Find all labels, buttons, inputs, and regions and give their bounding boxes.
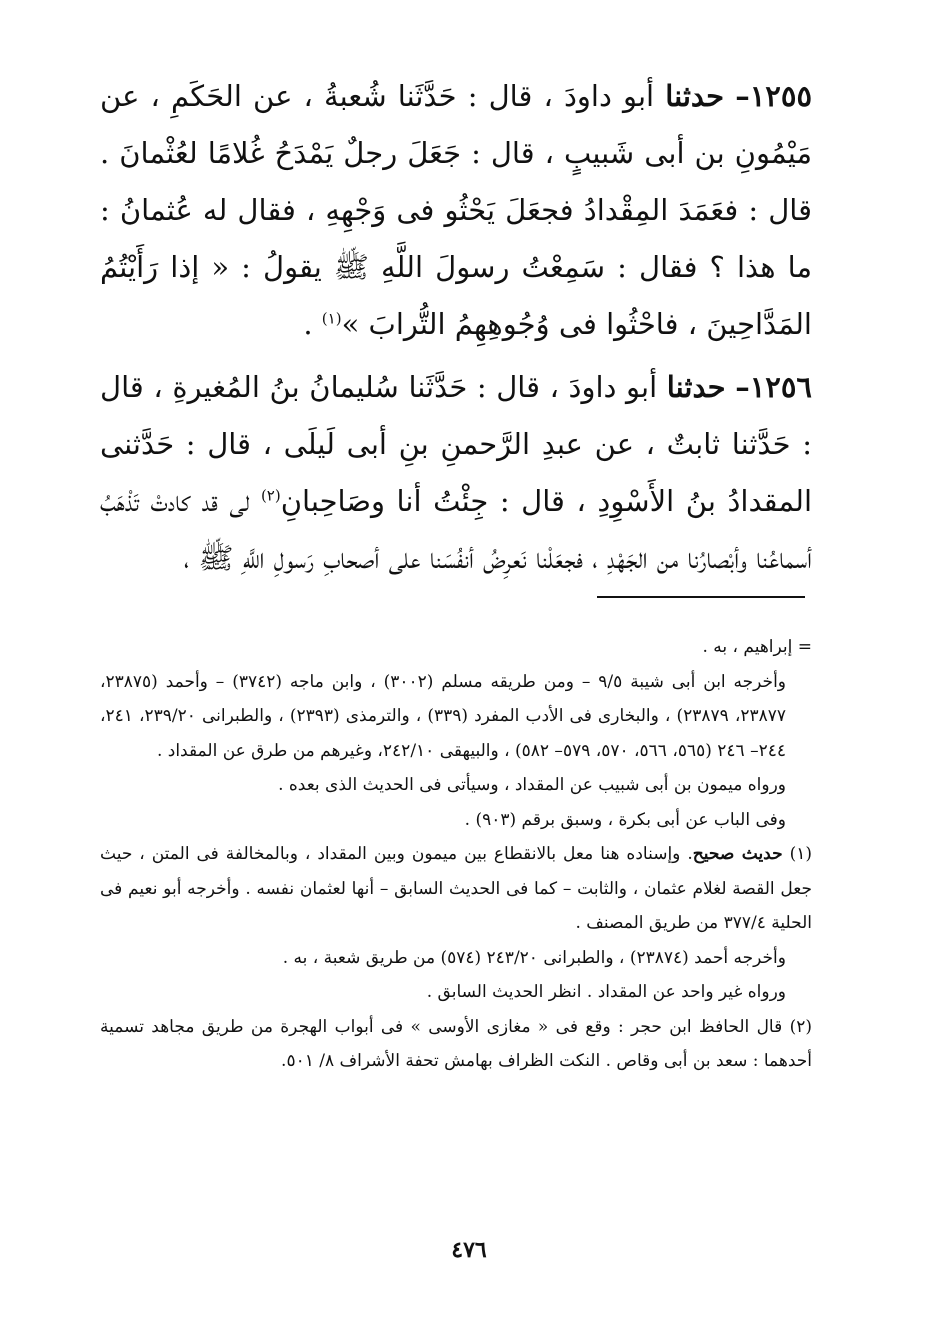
footnote-2 (100, 1010, 812, 1079)
note-line: وأخرجه أحمد (٢٣٨٧٤) ، والطبرانى ٢٤٣/٢٠ (٥٧٤) من طريق شعبة ، به . (282, 947, 786, 968)
footnote-text: قال الحافظ ابن حجر : وقع فى « مغازى الأوسى » فى أبواب الهجرة من طريق مجاهد تسمية أحدهما : سعد بن أبى وقاص . النكت الظراف بهامش تحفة الأشراف ٨/ ٥٠١. (100, 1016, 812, 1071)
page-number: ٤٧٦ (451, 1237, 487, 1263)
hadith-1255 (100, 68, 812, 353)
footnote-1 (100, 837, 812, 941)
footnote-ref-2: (٢) (260, 486, 281, 505)
hadith-number: ١٢٥٦– (735, 370, 813, 404)
hadith-end: . (303, 307, 322, 341)
grading-label: حديث صحيح (692, 844, 783, 864)
note-line: = إبراهيم ، به . (702, 637, 812, 657)
footnote-text: . وإسناده هنا معل بالانقطاع بين ميمون وبين المقداد ، وبالمخالفة فى المتن ، حيث جعل القصة لغلام عثمان ، والثابت – كما فى الحديث السابق – أنها لعثمان نفسه . وأخرجه أبو نعيم فى الحلية ٣٧٧/٤ من طريق المصنف . (100, 844, 812, 933)
footnote-number: (١) (789, 844, 813, 864)
hadith-text: أبو داودَ ، قال : حَدَّثَنا سُليمانُ بنُ المُغيرةِ ، قال : حَدَّثنا ثابتٌ ، عن عبدِ الرَّحمنِ بنِ أبى لَيلَى ، قال : حَدَّثنى المقدادُ بنُ الأَسْوِدِ ، قال : جِئْتُ أنا وصَاحِبانِ (100, 370, 813, 518)
hadith-opening: حدثنا (665, 79, 725, 113)
footnote-ref-1: (١) (321, 309, 342, 328)
note-line: وفى الباب عن أبى بكرة ، وسبق برقم (٩٠٣) . (464, 809, 786, 830)
footnotes (100, 630, 812, 1079)
hadith-text-continued: لى قد كادتْ تَذْهَبُ أسماعُنا وأبْصارُنا من الجَهْدِ ، فجعَلْنا نَعرِضُ أنفُسَنا على أصحابِ رَسولِ اللَّهِ ﷺ ، (100, 484, 812, 575)
hadith-number: ١٢٥٥– (735, 79, 813, 113)
note-line: وأخرجه ابن أبى شيبة ٩/٥ – ومن طريقه مسلم (٣٠٠٢) ، وابن ماجه (٣٧٤٢) – وأحمد (٢٣٨٧٥، ٢٣٨٧٧، ٢٣٨٧٩) ، والبخارى فى الأدب المفرد (٣٣٩) ، والترمذى (٢٣٩٣) ، والطبرانى ٢٣٩/٢٠، ٢٤١، ٢٤٤– ٢٤٦ (٥٦٥، ٥٦٦، ٥٧٠، ٥٧٩– ٥٨٢) ، والبيهقى ٢٤٢/١٠، وغيرهم من طرق عن المقداد . (100, 671, 787, 761)
hadith-1256 (100, 359, 812, 587)
note-line: ورواه غير واحد عن المقداد . انظر الحديث السابق . (426, 982, 786, 1002)
main-text (100, 68, 812, 591)
footnote-separator (597, 596, 805, 598)
hadith-text: أبو داودَ ، قال : حَدَّثَنا شُعبةُ ، عن الحَكَمِ ، عن مَيْمُونِ بن أبى شَبيبٍ ، قال : جَعَلَ رجلٌ يَمْدَحُ غُلامًا لعُثْمانَ . قال : فعَمَدَ المِقْدادُ فجعَلَ يَحْثُو فى وَجْهِهِ ، فقال له عُثمانُ : ما هذا ؟ فقال : سَمِعْتُ رسولَ اللَّهِ ﷺ يقولُ : « إذا رَأَيْتُمُ المَدَّاحِينَ ، فاحْثُوا فى وُجُوهِهِمُ التُّرابَ » (100, 79, 812, 341)
hadith-opening: حدثنا (666, 370, 726, 404)
footnote-number: (٢) (789, 1016, 812, 1037)
note-line: ورواه ميمون بن أبى شبيب عن المقداد ، وسيأتى فى الحديث الذى بعده . (278, 775, 786, 795)
